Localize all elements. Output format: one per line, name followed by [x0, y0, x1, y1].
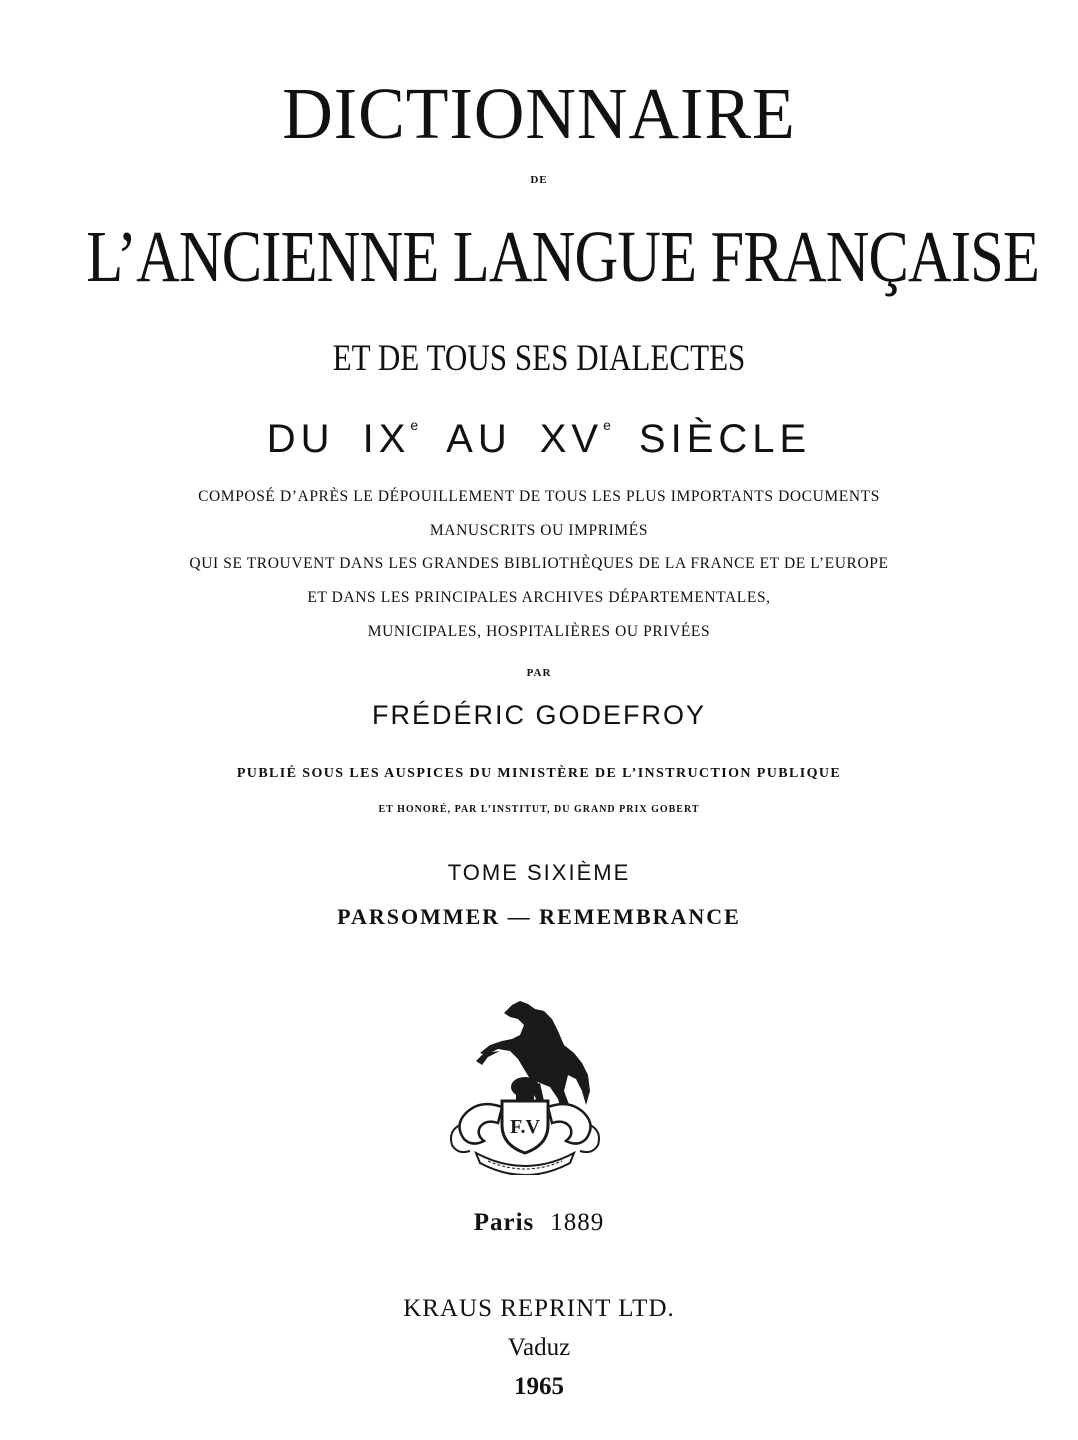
author-name: FRÉDÉRIC GODEFROY	[371, 700, 707, 730]
description-line-5: MUNICIPALES, HOSPITALIÈRES OU PRIVÉES	[367, 623, 711, 640]
imprint	[0, 1210, 1078, 1235]
emblem-monogram: F.V	[510, 1116, 540, 1138]
volume-range: PARSOMMER — REMEMBRANCE	[337, 904, 741, 929]
imprint-city: Paris	[473, 1209, 535, 1236]
subtitle-xv: XV	[539, 417, 604, 461]
description-line-1: COMPOSÉ D’APRÈS LE DÉPOUILLEMENT DE TOUS LES PLUS IMPORTANTS DOCUMENTS	[198, 488, 880, 505]
volume-tome: TOME SIXIÈME	[447, 860, 631, 885]
subtitle-ix: IX	[362, 417, 411, 461]
reprint-year: 1965	[514, 1373, 564, 1400]
publication-line-2: ET HONORÉ, PAR L’INSTITUT, DU GRAND PRIX GOBERT	[378, 804, 700, 815]
subtitle-siecle: SIÈCLE	[638, 417, 812, 461]
subtitle-xv-sup: e	[603, 417, 611, 433]
title-main: DICTIONNAIRE	[282, 74, 796, 155]
subtitle-du: DU	[266, 417, 335, 461]
subtitle-ix-sup: e	[410, 417, 419, 433]
by-label: PAR	[526, 667, 552, 679]
reprint-city: Vaduz	[507, 1334, 571, 1361]
title-line2: L’ANCIENNE LANGUE FRANÇAISE	[86, 215, 1040, 298]
description-line-3: QUI SE TROUVENT DANS LES GRANDES BIBLIOTHÈQUES DE LA FRANCE ET DE L’EUROPE	[189, 555, 889, 572]
imprint-year: 1889	[550, 1209, 605, 1236]
title-de: DE	[530, 174, 548, 186]
description-line-4: ET DANS LES PRINCIPALES ARCHIVES DÉPARTEMENTALES,	[307, 589, 771, 606]
reprint-publisher: KRAUS REPRINT LTD.	[403, 1295, 675, 1322]
subtitle-au: AU	[446, 417, 512, 461]
horse-crest-icon	[440, 995, 610, 1175]
description-line-2: MANUSCRITS OU IMPRIMÉS	[429, 522, 649, 539]
subtitle-centuries	[0, 418, 1078, 459]
publication-line-1: PUBLIÉ SOUS LES AUSPICES DU MINISTÈRE DE L’INSTRUCTION PUBLIQUE	[236, 766, 842, 781]
subtitle-dialects: ET DE TOUS SES DIALECTES	[332, 338, 746, 379]
